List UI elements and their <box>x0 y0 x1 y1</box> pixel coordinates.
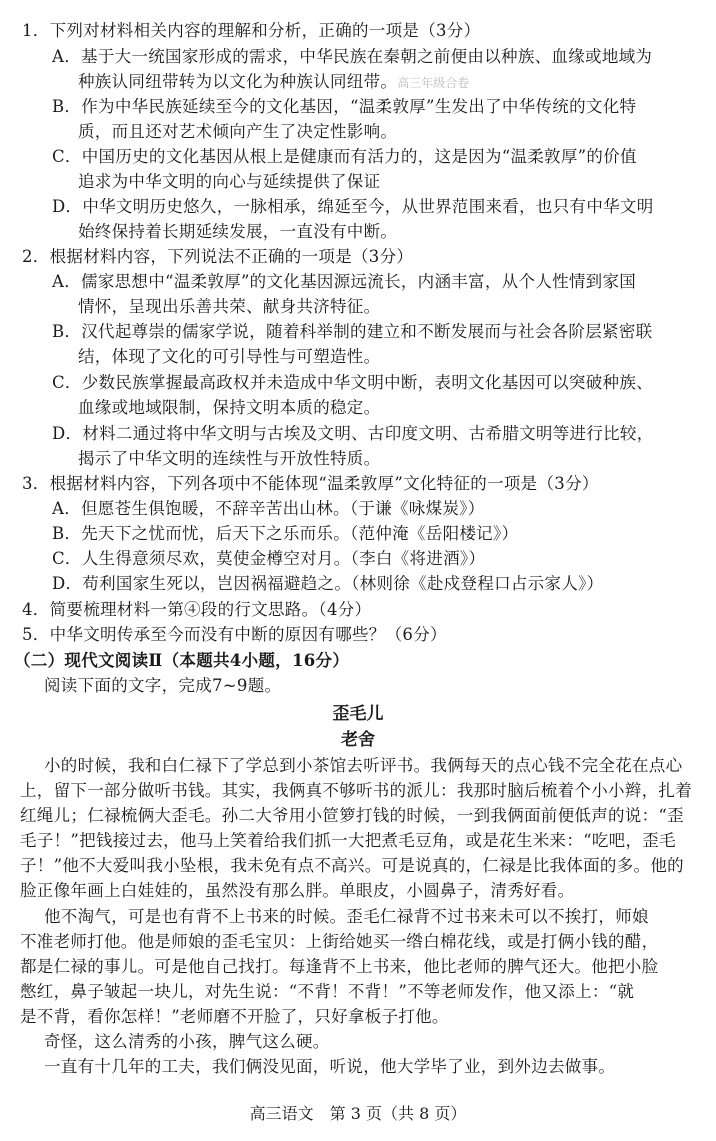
story-p2-line: 都是仁禄的事儿。可是他自己找打。每逢背不上书来，他比老师的脾气还大。他把小脸 <box>20 957 659 976</box>
story-p2-line: 憋红，鼻子皱起一块儿，对先生说：“不背！不背！”不等老师发作，他又添上：“就 <box>20 982 635 1001</box>
q2-option-d-line2: 揭示了中华文明的连续性与开放性特质。 <box>78 449 381 468</box>
q2-option-a-line1: A．儒家思想中“温柔敦厚”的文化基因源远流长，内涵丰富，从个人性情到家国 <box>52 272 637 291</box>
q1-option-d-line1: D．中华文明历史悠久，一脉相承，绵延至今，从世界范围来看，也只有中华文明 <box>52 197 654 216</box>
q2-option-d-line1: D．材料二通过将中华文明与古埃及文明、古印度文明、古希腊文明等进行比较， <box>52 424 654 443</box>
story-p2-line: 不准老师打他。他是师娘的歪毛宝贝：上街给她买一绺白棉花线，或是打俩小钱的醋， <box>20 932 659 951</box>
q1-option-a-line2: 种族认同纽带转为以文化为种族认同纽带。高三年级合卷 <box>78 72 470 91</box>
q2-option-c-line1: C．少数民族掌握最高政权并未造成中华文明中断，表明文化基因可以突破种族、 <box>52 373 653 392</box>
section-header: （二）现代文阅读Ⅱ（本题共4小题，16分） <box>14 651 350 670</box>
q1-option-b-line2: 质，而且还对艺术倾向产生了决定性影响。 <box>78 122 398 141</box>
q2-option-a-line2: 情怀，呈现出乐善共荣、献身共济特征。 <box>78 297 381 316</box>
story-p1-line: 子！”他不大爱叫我小坠根，我未免有点不高兴。可是说真的，仁禄是比我体面的多。他的 <box>20 856 684 875</box>
q1-option-d-line2: 始终保持着长期延续发展，一直没有中断。 <box>78 222 398 241</box>
q2-option-b-line2: 结，体现了文化的可引导性与可塑造性。 <box>78 347 381 366</box>
q1-option-c-line2: 追求为中华文明的向心与延续提供了保证 <box>78 172 381 191</box>
q1-option-a-line1: A．基于大一统国家形成的需求，中华民族在秦朝之前便由以种族、血缘或地域为 <box>52 47 653 66</box>
q1-option-c-line1: C．中国历史的文化基因从根上是健康而有活力的，这是因为“温柔敦厚”的价值 <box>52 147 637 166</box>
q1-stem: 1．下列对材料相关内容的理解和分析，正确的一项是（3分） <box>22 21 481 40</box>
story-p1-line: 红绳儿；仁禄梳俩大歪毛。孙二大爷用小笸箩打钱的时候，一到我俩面前便低声的说：“歪 <box>20 806 684 825</box>
q3-stem: 3．根据材料内容，下列各项中不能体现“温柔敦厚”文化特征的一项是（3分） <box>22 474 599 493</box>
story-p4: 一直有十几年的工夫，我们俩没见面，听说，他大学毕了业，到外边去做事。 <box>44 1057 616 1076</box>
q3-option-d: D．苟利国家生死以，岂因祸福避趋之。（林则徐《赴戍登程口占示家人》） <box>52 574 604 593</box>
q3-option-b: B．先天下之忧而忧，后天下之乐而乐。（范仲淹《岳阳楼记》） <box>52 524 519 543</box>
q2-option-b-line1: B．汉代起尊崇的儒家学说，随着科举制的建立和不断发展而与社会各阶层紧密联 <box>52 322 653 341</box>
story-p1-line: 小的时候，我和白仁禄下了学总到小茶馆去听评书。我俩每天的点心钱不完全花在点心 <box>44 756 683 775</box>
story-p1-line: 上，留下一部分做听书钱。其实，我俩真不够听书的派儿：我那时脑后梳着个小小辫，扎着 <box>20 781 692 800</box>
story-p1-line: 脸正像年画上白娃娃的，虽然没有那么胖。单眼皮，小圆鼻子，清秀好看。 <box>20 881 575 900</box>
watermark: 高三年级合卷 <box>397 76 470 90</box>
q3-option-a: A．但愿苍生俱饱暖，不辞辛苦出山林。（于谦《咏煤炭》） <box>52 499 485 518</box>
q3-option-c: C．人生得意须尽欢，莫使金樽空对月。（李白《将进酒》） <box>52 549 486 568</box>
story-author: 老舍 <box>341 730 375 750</box>
q2-stem: 2．根据材料内容，下列说法不正确的一项是（3分） <box>22 247 414 266</box>
story-p1-line: 毛子！”把钱接过去，他马上笑着给我们抓一大把煮毛豆角，或是花生米来：“吃吧，歪毛 <box>20 831 676 850</box>
q1-option-b-line1: B．作为中华民族延续至今的文化基因，“温柔敦厚”生发出了中华传统的文化特 <box>52 97 637 116</box>
page-footer: 高三语文 第 3 页（共 8 页） <box>249 1104 467 1123</box>
q5-stem: 5．中华文明传承至今而没有中断的原因有哪些？（6分） <box>22 625 447 644</box>
story-p3: 奇怪，这么清秀的小孩，脾气这么硬。 <box>44 1032 330 1051</box>
q4-stem: 4．简要梳理材料一第④段的行文思路。（4分） <box>22 600 372 619</box>
story-p2-line: 他不淘气，可是也有背不上书来的时候。歪毛仁禄背不过书来未可以不挨打，师娘 <box>44 907 649 926</box>
story-title: 歪毛儿 <box>332 704 384 724</box>
q2-option-c-line2: 血缘或地域限制，保持文明本质的稳定。 <box>78 398 381 417</box>
reading-instruction: 阅读下面的文字，完成7~9题。 <box>44 676 282 695</box>
story-p2-line: 是不背，看你怎样！”老师磨不开脸了，只好拿板子打他。 <box>20 1007 449 1026</box>
